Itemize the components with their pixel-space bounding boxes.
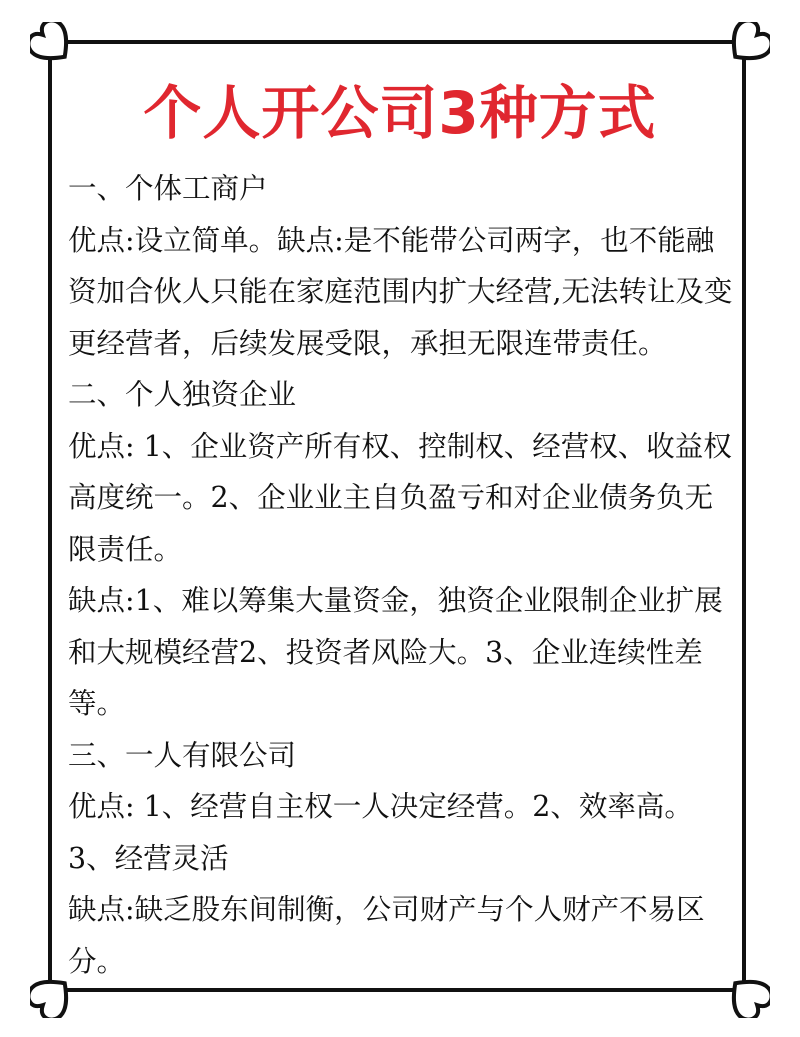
section-heading-one-person-company: 三、一人有限公司 — [68, 738, 297, 772]
section-paragraph: 缺点:1、难以筹集大量资金，独资企业限制企业扩展和大规模经营2、投资者风险大。3、企业连续性差等。 — [68, 584, 723, 720]
section-paragraph: 优点:设立简单。缺点:是不能带公司两字，也不能融资加合伙人只能在家庭范围内扩大经营,无法转让及变更经营者，后续发展受限，承担无限连带责任。 — [68, 223, 733, 360]
section-paragraph: 缺点:缺乏股东间制衡，公司财产与个人财产不易区分。 — [68, 893, 705, 978]
article-body — [68, 163, 738, 987]
section-heading-sole-proprietorship: 二、个人独资企业 — [68, 378, 297, 411]
heart-corner-ornament-top-right — [726, 22, 770, 66]
section-paragraph: 优点: 1、经营自主权一人决定经营。2、效率高。3、经营灵活 — [68, 790, 693, 875]
section-paragraph: 优点: 1、企业资产所有权、控制权、经营权、收益权高度统一。2、企业业主自负盈亏和对企业债务负无限责任。 — [68, 429, 732, 566]
section-heading-individual-business: 一、个体工商户 — [68, 172, 268, 205]
heart-corner-ornament-top-left — [30, 22, 74, 66]
page-title: 个人开公司3种方式 — [143, 79, 657, 147]
